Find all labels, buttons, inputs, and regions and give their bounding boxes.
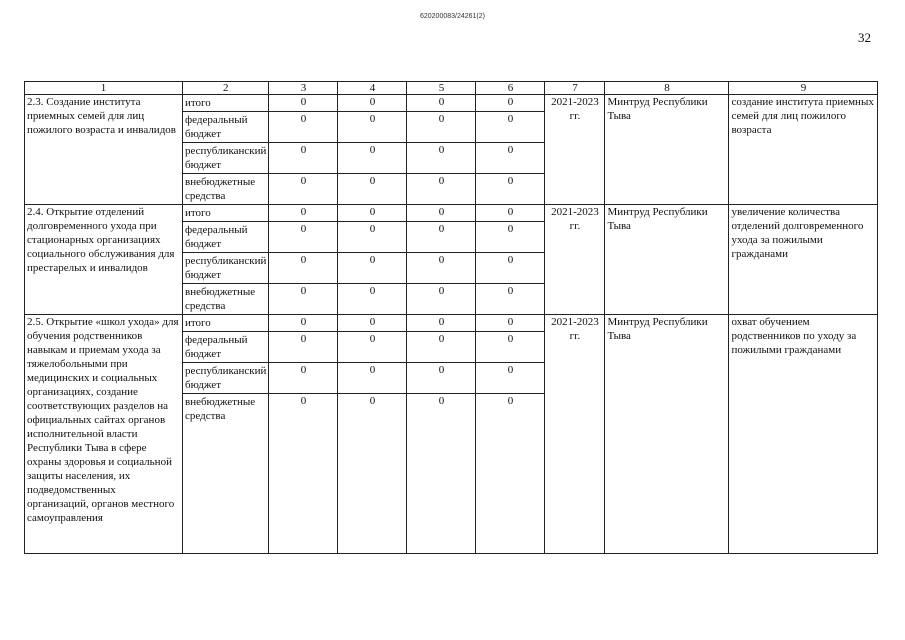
value-cell: 0: [407, 95, 476, 112]
value-cell: 0: [338, 394, 407, 554]
table-row: [25, 95, 878, 112]
funding-source-cell: федеральный бюджет: [183, 332, 269, 363]
value-cell: 0: [407, 174, 476, 205]
value-cell: 0: [269, 222, 338, 253]
value-cell: 0: [338, 174, 407, 205]
column-header: 8: [605, 82, 729, 95]
page-number: 32: [858, 30, 871, 45]
funding-source-cell: внебюджетные средства: [183, 174, 269, 205]
value-cell: 0: [407, 143, 476, 174]
value-cell: 0: [338, 95, 407, 112]
funding-source-cell: итого: [183, 315, 269, 332]
measure-cell: 2.5. Открытие «школ ухода» для обучения родственников навыкам и приемам ухода за тяжелобольными при медицинских и социальных организациях, создание соответствующих разделов на официальных сайтах органов исполнительной власти Республики Тыва в сфере охраны здоровья и социальной защиты населения, их подведомственных организаций, органов местного самоуправления: [25, 315, 183, 554]
measure-cell: 2.4. Открытие отделений долговременного ухода при стационарных организациях социального обслуживания для престарелых и инвалидов: [25, 205, 183, 315]
value-cell: 0: [338, 222, 407, 253]
table-row: [25, 315, 878, 332]
value-cell: 0: [338, 284, 407, 315]
value-cell: 0: [476, 332, 545, 363]
value-cell: 0: [269, 205, 338, 222]
value-cell: 0: [338, 205, 407, 222]
value-cell: 0: [407, 363, 476, 394]
result-cell: увеличение количества отделений долговременного ухода за пожилыми гражданами: [729, 205, 878, 315]
column-header: 5: [407, 82, 476, 95]
value-cell: 0: [407, 205, 476, 222]
funding-source-cell: внебюджетные средства: [183, 394, 269, 554]
column-header: 9: [729, 82, 878, 95]
funding-source-cell: республиканский бюджет: [183, 143, 269, 174]
funding-source-cell: итого: [183, 205, 269, 222]
column-header: 7: [545, 82, 605, 95]
value-cell: 0: [338, 143, 407, 174]
executor-cell: Минтруд Республики Тыва: [605, 315, 729, 554]
value-cell: 0: [476, 394, 545, 554]
funding-source-cell: внебюджетные средства: [183, 284, 269, 315]
value-cell: 0: [269, 112, 338, 143]
value-cell: 0: [476, 112, 545, 143]
funding-source-cell: республиканский бюджет: [183, 253, 269, 284]
value-cell: 0: [407, 222, 476, 253]
value-cell: 0: [476, 174, 545, 205]
value-cell: 0: [476, 315, 545, 332]
period-cell: 2021-2023 гг.: [545, 95, 605, 205]
value-cell: 0: [476, 95, 545, 112]
result-cell: создание института приемных семей для лиц пожилого возраста: [729, 95, 878, 205]
value-cell: 0: [269, 253, 338, 284]
value-cell: 0: [269, 394, 338, 554]
value-cell: 0: [476, 205, 545, 222]
period-cell: 2021-2023 гг.: [545, 315, 605, 554]
value-cell: 0: [476, 284, 545, 315]
column-header: 2: [183, 82, 269, 95]
value-cell: 0: [338, 315, 407, 332]
value-cell: 0: [476, 253, 545, 284]
value-cell: 0: [338, 332, 407, 363]
table-row: [25, 205, 878, 222]
value-cell: 0: [407, 394, 476, 554]
measure-cell: 2.3. Создание института приемных семей для лиц пожилого возраста и инвалидов: [25, 95, 183, 205]
column-header: 3: [269, 82, 338, 95]
value-cell: 0: [269, 174, 338, 205]
value-cell: 0: [407, 315, 476, 332]
executor-cell: Минтруд Республики Тыва: [605, 95, 729, 205]
funding-source-cell: федеральный бюджет: [183, 222, 269, 253]
value-cell: 0: [407, 332, 476, 363]
column-header-row: [25, 82, 878, 95]
value-cell: 0: [338, 363, 407, 394]
executor-cell: Минтруд Республики Тыва: [605, 205, 729, 315]
value-cell: 0: [269, 315, 338, 332]
funding-source-cell: республиканский бюджет: [183, 363, 269, 394]
column-header: 1: [25, 82, 183, 95]
program-table: [24, 81, 878, 554]
value-cell: 0: [407, 112, 476, 143]
value-cell: 0: [407, 284, 476, 315]
funding-source-cell: итого: [183, 95, 269, 112]
value-cell: 0: [269, 95, 338, 112]
value-cell: 0: [269, 363, 338, 394]
column-header: 6: [476, 82, 545, 95]
value-cell: 0: [476, 363, 545, 394]
value-cell: 0: [269, 332, 338, 363]
funding-source-cell: федеральный бюджет: [183, 112, 269, 143]
value-cell: 0: [269, 284, 338, 315]
value-cell: 0: [338, 253, 407, 284]
period-cell: 2021-2023 гг.: [545, 205, 605, 315]
table-body: [25, 95, 878, 554]
document-id: 620200083/24261(2): [419, 13, 485, 20]
value-cell: 0: [476, 143, 545, 174]
value-cell: 0: [476, 222, 545, 253]
column-header: 4: [338, 82, 407, 95]
value-cell: 0: [407, 253, 476, 284]
result-cell: охват обучением родственников по уходу за пожилыми гражданами: [729, 315, 878, 554]
value-cell: 0: [269, 143, 338, 174]
value-cell: 0: [338, 112, 407, 143]
